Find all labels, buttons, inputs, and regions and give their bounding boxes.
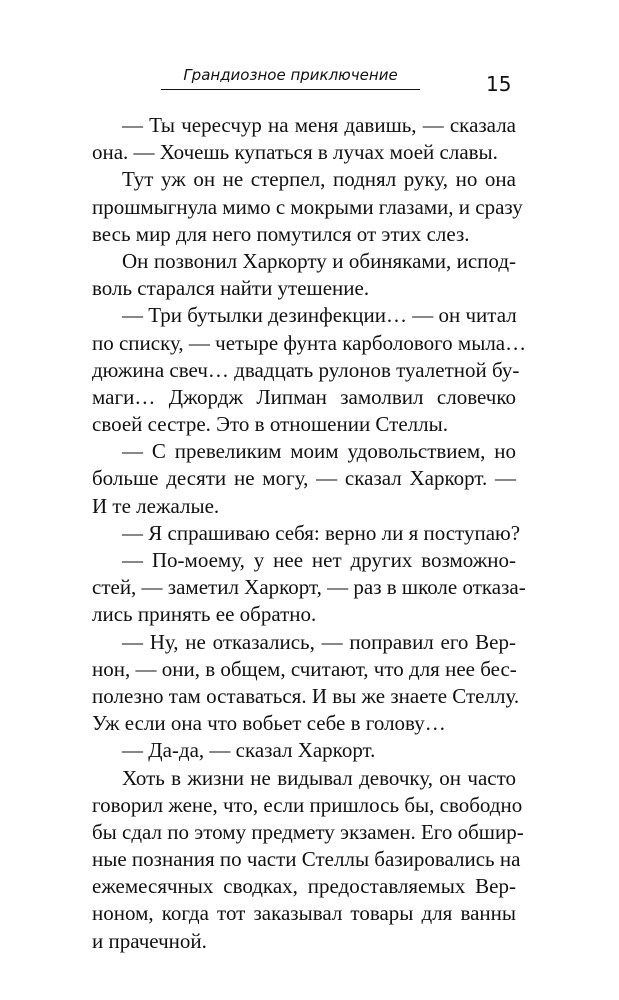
text-line: Тут уж он не стерпел, поднял руку, но она (122, 167, 516, 192)
text-line: — Три бутылки дезинфекции… — он читал (122, 303, 517, 328)
text-line: Уж если она что вобьет себе в голову… (92, 711, 446, 736)
text-line: стей, — заметил Харкорт, — раз в школе отказа- (92, 575, 526, 600)
text-line: ноном, когда тот заказывал товары для ванны (92, 901, 516, 926)
text-line: маги… Джордж Липман замолвил словечко (92, 384, 516, 409)
text-line: ежемесячных сводках, предоставляемых Вер- (92, 874, 516, 899)
text-line: лись принять ее обратно. (92, 602, 317, 627)
text-line: говорил жене, что, если пришлось бы, свободно (92, 792, 523, 817)
text-line: бы сдал по этому предмету экзамен. Его обшир- (92, 819, 524, 844)
text-line: ные познания по части Стеллы базировались на (92, 847, 521, 872)
text-line: и прачечной. (92, 928, 207, 953)
header-rule (161, 89, 420, 90)
text-line: по списку, — четыре фунта карболового мыла… (92, 330, 527, 355)
text-line: — Ну, не отказались, — поправил его Вер- (122, 629, 516, 654)
body-text (92, 112, 527, 955)
text-line: прошмыгнула мимо с мокрыми глазами, и сразу (92, 194, 523, 219)
text-line: Хоть в жизни не видывал девочку, он часто (122, 765, 516, 790)
text-line: больше десяти не могу, — сказал Харкорт. — (92, 466, 516, 491)
text-line: — С превеликим моим удовольствием, но (122, 439, 516, 464)
text-line: нон, — они, в общем, считают, что для нее бес- (92, 656, 517, 681)
text-line: Он позвонил Харкорту и обиняками, испод- (122, 248, 516, 273)
text-line: — Я спрашиваю себя: верно ли я поступаю? (122, 520, 521, 545)
text-line: она. — Хочешь купаться в лучах моей славы. (92, 140, 498, 165)
text-line: — Да-да, — сказал Харкорт. (122, 738, 376, 763)
running-head: Грандиозное приключение (183, 66, 398, 84)
text-line: своей сестре. Это в отношении Стеллы. (92, 412, 448, 437)
text-line: И те лежалые. (92, 493, 220, 518)
text-line: — Ты чересчур на меня давишь, — сказала (122, 113, 516, 137)
text-line: воль старался найти утешение. (92, 276, 370, 301)
text-line: — По-моему, у нее нет других возможно- (122, 548, 516, 572)
text-line: полезно там оставаться. И вы же знаете Стеллу. (92, 683, 520, 708)
page-number: 15 (486, 72, 512, 96)
text-line: весь мир для него помутился от этих слез. (92, 221, 470, 246)
text-line: дюжина свеч… двадцать рулонов туалетной бу- (92, 357, 520, 382)
